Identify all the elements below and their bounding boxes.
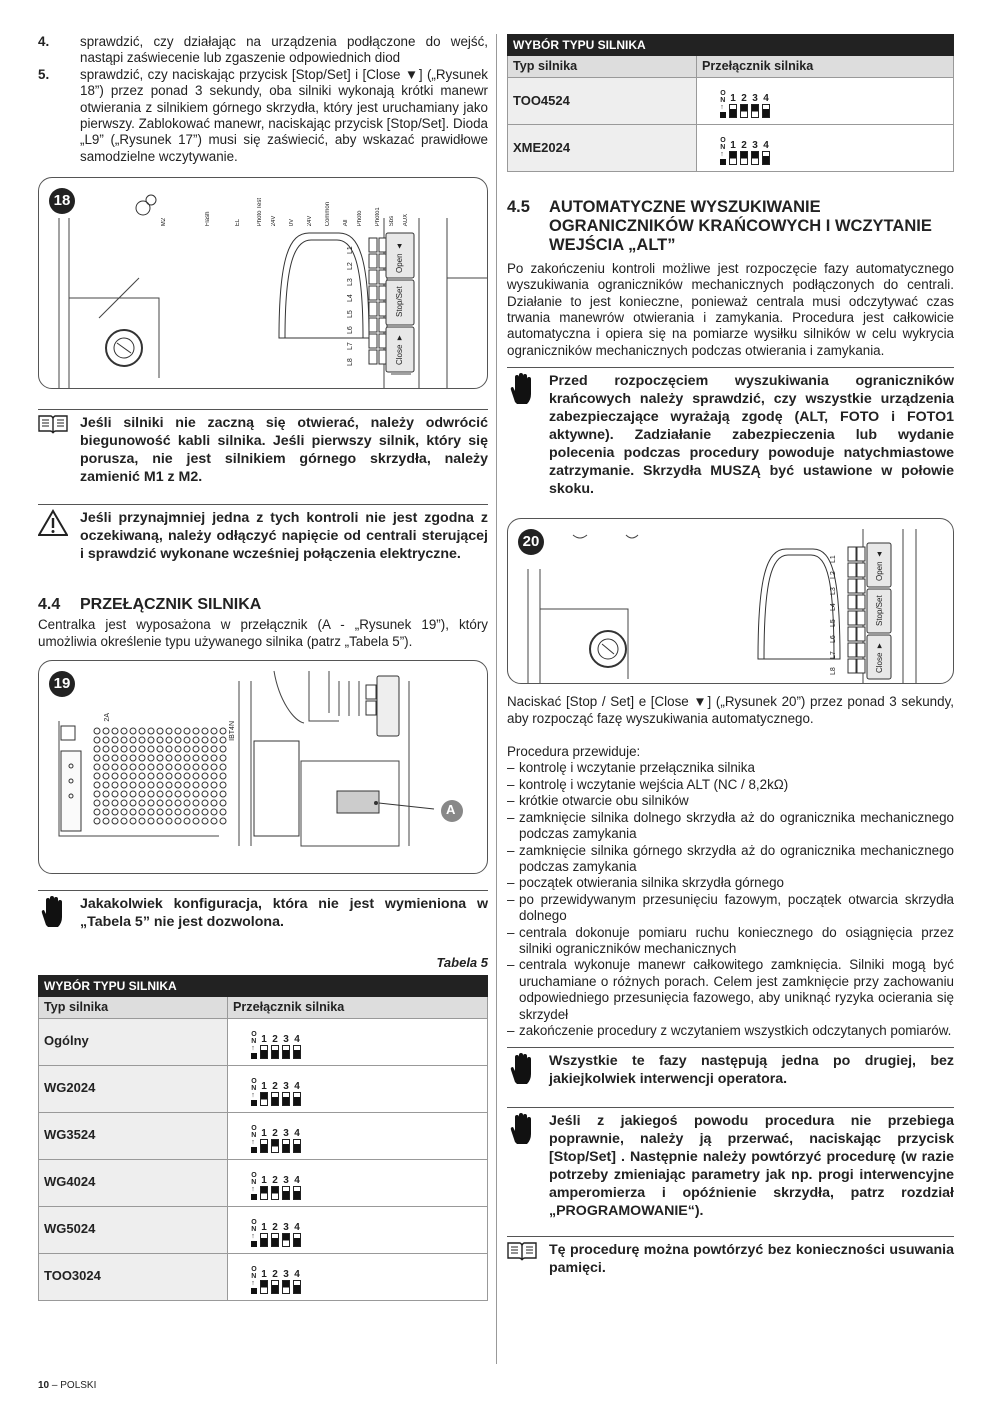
switch-numbers: [260, 1082, 301, 1092]
note-text: Tę procedurę można powtórzyć bez konieczności usuwania pamięci.: [549, 1241, 954, 1276]
list-item: [507, 777, 954, 793]
terminal-label: Common: [325, 202, 331, 227]
switch-numbers: [260, 1129, 301, 1139]
dash-bullet: –: [507, 891, 515, 907]
led-label: L7: [347, 342, 354, 351]
close-button-label: Close ▼: [875, 641, 884, 674]
section-text: Po zakończeniu kontroli możliwe jest rozpoczęcie fazy automatycznego wyszukiwania ograniczników mechanicznych podłączonych do centrali. Działanie to jest konieczne, ponieważ centrala musi odczytywać czas trwania manewrów otwierania i zamykania. Procedura jest całkowicie automatyczna i opiera się na pomiarze wysiłku silników w celu wykrycia ograniczników mechanicznych podczas otwierania i zamykania.: [507, 260, 954, 358]
terminal-label: Flash: [205, 211, 211, 227]
terminal-label: All: [343, 219, 349, 227]
procedure-step: centrala dokonuje pomiaru ruchu koniecznego do osiągnięcia przez silniki ograniczników mechanicznych: [519, 924, 954, 956]
terminal-label: Sbs: [389, 216, 395, 227]
led-label: L6: [830, 635, 837, 644]
on-indicator: [719, 90, 727, 118]
note-text: Jeśli przynajmniej jedna z tych kontroli nie jest zgodna z oczekiwaną, należy odłączyć napięcie od centrali sterującej i sprawdzić wykonane wcześniej połączenia elektryczne.: [80, 510, 488, 563]
led-label: L6: [347, 326, 354, 335]
note-text: Jeśli z jakiegoś powodu procedura nie przebiega poprawnie, należy ją przerwać, naciskając przycisk [Stop/Set] . Następnie należy powtórzyć procedurę (w razie potrzeby zmieniając parametry jak np. progi interwencyjne amperomierza i opóźnienie skrzydła, patrz rozdział „PROGRAMOWANIE“).: [549, 1112, 954, 1219]
table-title: WYBÓR TYPU SILNIKA: [39, 975, 488, 996]
switch-number: 1: [261, 1175, 267, 1187]
section-title: AUTOMATYCZNE WYSZUKIWANIE OGRANICZNIKÓW KRAŃCOWYCH I WCZYTANIE WEJŚCIA „ALT”: [549, 197, 932, 254]
led-label: L8: [830, 667, 837, 676]
dash-bullet: –: [507, 1022, 515, 1038]
switch-number: 2: [741, 93, 747, 105]
table-title-row: [39, 975, 488, 996]
on-label: O N ↑: [251, 1031, 257, 1053]
switch-number: 2: [272, 1222, 278, 1234]
switch-number: 4: [294, 1034, 300, 1046]
switch-boxes: [260, 1186, 301, 1200]
dip-key: [260, 1186, 268, 1200]
dip-switch: [250, 1219, 301, 1247]
step-number: 5.: [38, 66, 50, 82]
close-button-label: Close ▼: [395, 333, 404, 366]
motor-type-cell: WG4024: [39, 1159, 228, 1206]
procedure-step: centrala wykonuje manewr całkowitego zamknięcia. Silniki mogą być uruchamiane o różnych porach. Celem jest zamknięcie przy zachowaniu odpowiedniego przesunięcia fazowego, aby uniknąć ryzyka ocierania się skrzydeł: [519, 957, 954, 1022]
motor-type-cell: WG3524: [39, 1112, 228, 1159]
switch-boxes: [729, 151, 770, 165]
list-item: [507, 957, 954, 1023]
note-text: Jakakolwiek konfiguracja, która nie jest wymieniona w „Tabela 5” nie jest dozwolona.: [80, 896, 488, 931]
switch-numbers: [260, 1176, 301, 1186]
column-divider: [496, 34, 497, 1364]
motor-type-cell: XME2024: [508, 124, 697, 171]
led-label: L7: [830, 651, 837, 660]
dip-key: [271, 1186, 279, 1200]
hand-stop-icon: [38, 895, 80, 933]
on-label: O N ↑: [251, 1266, 257, 1288]
motor-type-cell: WG5024: [39, 1206, 228, 1253]
dip-switch: [250, 1125, 301, 1153]
switch-number: 4: [294, 1128, 300, 1140]
terminal-labels: [159, 198, 411, 226]
open-button-label: Open ▲: [395, 242, 404, 274]
table-row: [39, 1206, 488, 1253]
on-indicator: [250, 1031, 258, 1059]
switch-number: 1: [730, 93, 736, 105]
switch-number: 2: [272, 1034, 278, 1046]
step-text: sprawdzić, czy naciskając przycisk [Stop/Set] i [Close ▼] („Rysunek 18”) przez ponad 3 sekundy, oba silniki wykonają krótki manewr otwierania z silnikiem górnego skrzydła, który jest uruchamiany jako pierwszy. Zablokować manewr, naciskając przycisk [Stop/Set]. Dioda „L9” („Rysunek 17”) musi się zaświecić, aby wskazać prawidłowe samodzielne wczytywanie.: [80, 66, 488, 164]
switch-numbers: [260, 1035, 301, 1045]
switch-number: 2: [741, 140, 747, 152]
switch-keys: [260, 1176, 301, 1200]
label-a: A: [446, 802, 456, 818]
left-column: [38, 34, 488, 1301]
switch-cell: [697, 77, 954, 124]
on-label: O N ↑: [251, 1219, 257, 1241]
dash-bullet: –: [507, 842, 515, 858]
on-label: O N ↑: [251, 1125, 257, 1147]
switch-numbers: [729, 141, 770, 151]
column-header: Przełącznik silnika: [697, 56, 954, 77]
procedure-step: kontrolę i wczytanie przełącznika silnika: [519, 760, 755, 776]
list-item: [38, 34, 488, 67]
terminal-label: Photo: [357, 210, 363, 227]
dip-switch: [250, 1031, 301, 1059]
dip-key: [293, 1139, 301, 1153]
dip-key: [260, 1280, 268, 1294]
on-block: [251, 1100, 257, 1106]
on-indicator: [250, 1078, 258, 1106]
on-label: O N ↑: [720, 90, 726, 112]
note-hand: [507, 1047, 954, 1090]
switch-number: 3: [283, 1034, 289, 1046]
figure-20: [507, 518, 954, 684]
on-block: [251, 1194, 257, 1200]
dip-key: [260, 1092, 268, 1106]
procedure-step: zamknięcie silnika dolnego skrzydła aż do ogranicznika mechanicznego podczas zamykania: [519, 809, 954, 842]
table-row: [39, 1018, 488, 1065]
dip-key: [751, 151, 759, 165]
switch-number: 4: [294, 1081, 300, 1093]
switch-numbers: [260, 1223, 301, 1233]
procedure-step: krótkie otwarcie obu silników: [519, 793, 689, 809]
switch-number: 4: [763, 93, 769, 105]
dip-key: [271, 1280, 279, 1294]
book-icon: [38, 414, 80, 486]
warning-icon: [38, 509, 80, 563]
switch-number: 3: [283, 1269, 289, 1281]
note-hand: [507, 1107, 954, 1220]
dip-key: [260, 1139, 268, 1153]
on-indicator: [250, 1266, 258, 1294]
note-book: [38, 409, 488, 486]
switch-keys: [729, 94, 770, 118]
on-indicator: [250, 1219, 258, 1247]
table-header-row: [508, 56, 954, 77]
on-indicator: [719, 137, 727, 165]
dip-key: [271, 1045, 279, 1059]
dip-key: [762, 151, 770, 165]
switch-numbers: [260, 1270, 301, 1280]
board-drawing-19: [39, 661, 488, 874]
led-label: L2: [347, 262, 354, 271]
stop-set-button-label: Stop/Set: [875, 595, 884, 627]
dip-key: [751, 104, 759, 118]
on-label: O N ↑: [251, 1172, 257, 1194]
list-item: [507, 1023, 954, 1039]
procedure-list: [507, 760, 954, 1039]
dip-key: [740, 151, 748, 165]
motor-type-table-continued: [507, 34, 954, 172]
switch-keys: [260, 1129, 301, 1153]
on-block: [251, 1288, 257, 1294]
list-item: [507, 810, 954, 843]
led-label: L5: [830, 619, 837, 628]
dip-key: [740, 104, 748, 118]
right-column: [507, 34, 954, 1277]
switch-boxes: [729, 104, 770, 118]
note-text: Jeśli silniki nie zaczną się otwierać, należy odwrócić biegunowość kabli silnika. Jeśli pierwszy silnik, który się porusza, nie jest silnikiem górnego skrzydła, należy zamienić M1 z M2.: [80, 415, 488, 486]
switch-number: 1: [261, 1128, 267, 1140]
note-book: [507, 1236, 954, 1277]
motor-type-cell: WG2024: [39, 1065, 228, 1112]
dip-key: [293, 1186, 301, 1200]
dip-key: [282, 1045, 290, 1059]
switch-number: 4: [294, 1269, 300, 1281]
table-header-row: [39, 997, 488, 1018]
section-title: PRZEŁĄCZNIK SILNIKA: [80, 596, 262, 614]
on-block: [251, 1053, 257, 1059]
procedure-step: zamknięcie silnika górnego skrzydła aż do ogranicznika mechanicznego podczas zamykania: [519, 842, 954, 874]
switch-boxes: [260, 1092, 301, 1106]
dip-key: [271, 1139, 279, 1153]
table-title: WYBÓR TYPU SILNIKA: [508, 35, 954, 56]
on-block: [720, 112, 726, 118]
model-label: IBT4N: [229, 721, 236, 741]
column-header: Typ silnika: [508, 56, 697, 77]
dip-key: [282, 1186, 290, 1200]
switch-number: 1: [261, 1222, 267, 1234]
on-label: O N ↑: [251, 1078, 257, 1100]
dip-switch: [719, 137, 770, 165]
list-item: [507, 892, 954, 925]
table-row: [39, 1159, 488, 1206]
dip-key: [729, 151, 737, 165]
dip-switch: [250, 1078, 301, 1106]
list-item: [507, 760, 954, 776]
dip-key: [282, 1139, 290, 1153]
press-instruction: Naciskać [Stop / Set] e [Close ▼] („Rysunek 20”) przez ponad 3 sekundy, aby rozpocząć fazę wyszukiwania automatycznego.: [507, 694, 954, 726]
switch-number: 3: [283, 1175, 289, 1187]
switch-number: 4: [763, 140, 769, 152]
on-indicator: [250, 1125, 258, 1153]
table-row: [39, 1065, 488, 1112]
hand-stop-icon: [507, 1052, 549, 1090]
section-number: 4.4: [38, 596, 61, 614]
table-row: [508, 124, 954, 171]
dip-key: [282, 1233, 290, 1247]
dip-key: [282, 1280, 290, 1294]
switch-number: 3: [283, 1081, 289, 1093]
on-block: [720, 159, 726, 165]
open-button-label: Open ▲: [875, 550, 884, 582]
switch-keys: [260, 1270, 301, 1294]
dip-key: [260, 1045, 268, 1059]
list-item: [38, 67, 488, 165]
led-label: L1: [830, 555, 837, 564]
dash-bullet: –: [507, 957, 515, 973]
table-row: [508, 77, 954, 124]
switch-number: 2: [272, 1128, 278, 1140]
section-text: Centralka jest wyposażona w przełącznik (A - „Rysunek 19”), który umożliwia określenie typu używanego silnika (patrz „Tabela 5”).: [38, 617, 488, 649]
switch-keys: [729, 141, 770, 165]
led-label: L4: [830, 603, 837, 612]
dash-bullet: –: [507, 924, 515, 940]
dip-key: [282, 1092, 290, 1106]
list-item: [507, 843, 954, 876]
table-title-row: [508, 35, 954, 56]
led-labels: [826, 547, 842, 675]
switch-cell: [228, 1065, 488, 1112]
switch-boxes: [260, 1280, 301, 1294]
section-heading-4-5: [507, 198, 954, 255]
stop-set-button-label: Stop/Set: [395, 286, 404, 318]
switch-number: 2: [272, 1175, 278, 1187]
dash-bullet: –: [507, 793, 515, 809]
hand-stop-icon: [507, 372, 549, 498]
switch-keys: [260, 1223, 301, 1247]
procedure-step: zakończenie procedury z wczytaniem wszystkich odczytanych pomiarów.: [519, 1022, 952, 1038]
terminal-label: M2: [161, 218, 167, 227]
on-block: [251, 1241, 257, 1247]
motor-type-table-5: [38, 975, 488, 1301]
dip-key: [271, 1233, 279, 1247]
switch-cell: [228, 1018, 488, 1065]
switch-number: 3: [752, 93, 758, 105]
section-number: 4.5: [507, 197, 530, 216]
procedure-step: kontrolę i wczytanie wejścia ALT (NC / 8,2kΩ): [519, 776, 789, 792]
page-footer: [38, 1378, 96, 1394]
switch-boxes: [260, 1139, 301, 1153]
column-header: Typ silnika: [39, 997, 228, 1018]
terminal-label: AUX: [403, 214, 409, 227]
switch-boxes: [260, 1233, 301, 1247]
switch-number: 4: [294, 1175, 300, 1187]
dip-key: [271, 1092, 279, 1106]
terminal-label: 0V: [289, 219, 295, 227]
on-block: [251, 1147, 257, 1153]
switch-cell: [697, 124, 954, 171]
on-indicator: [250, 1172, 258, 1200]
terminal-label: 24V: [271, 215, 277, 227]
led-label: L3: [347, 278, 354, 287]
list-item: [507, 925, 954, 958]
list-item: [507, 875, 954, 891]
switch-numbers: [729, 94, 770, 104]
dip-key: [293, 1233, 301, 1247]
table-row: [39, 1112, 488, 1159]
switch-number: 1: [261, 1081, 267, 1093]
terminal-label: Photo Test: [257, 198, 263, 227]
led-label: L5: [347, 310, 354, 319]
dip-key: [293, 1045, 301, 1059]
led-labels: [343, 238, 359, 366]
table-row: [39, 1253, 488, 1300]
switch-cell: [228, 1206, 488, 1253]
figure-number: 19: [49, 671, 75, 697]
motor-type-cell: Ogólny: [39, 1018, 228, 1065]
motor-type-cell: TOO3024: [39, 1253, 228, 1300]
switch-number: 1: [261, 1269, 267, 1281]
fuse-label: 2A: [104, 713, 111, 722]
table-caption: Tabela 5: [436, 955, 488, 971]
steps-list: [38, 34, 488, 165]
page-number: 10: [38, 1380, 50, 1391]
led-label: L4: [347, 294, 354, 303]
step-text: sprawdzić, czy działając na urządzenia podłączone do wejść, nastąpi zaświecenie lub zgaszenie odpowiednich diod: [80, 34, 488, 66]
figure-number: 20: [518, 529, 544, 555]
list-item: [507, 793, 954, 809]
switch-cell: [228, 1112, 488, 1159]
hand-stop-icon: [507, 1112, 549, 1220]
dip-key: [762, 104, 770, 118]
dash-bullet: –: [507, 875, 515, 891]
led-label: L8: [347, 358, 354, 367]
footer-language: – POLSKI: [51, 1380, 97, 1391]
switch-number: 3: [283, 1222, 289, 1234]
dip-key: [729, 104, 737, 118]
note-hand: [507, 367, 954, 498]
dip-switch: [250, 1266, 301, 1294]
note-warning: [38, 504, 488, 563]
terminal-label: Photo1: [375, 207, 381, 227]
on-label: O N ↑: [720, 137, 726, 159]
dip-switch: [250, 1172, 301, 1200]
switch-number: 1: [261, 1034, 267, 1046]
dip-key: [293, 1092, 301, 1106]
step-number: 4.: [38, 34, 50, 49]
terminal-label: EL: [235, 219, 241, 227]
dip-key: [260, 1233, 268, 1247]
switch-keys: [260, 1082, 301, 1106]
dash-bullet: –: [507, 760, 515, 776]
motor-type-cell: TOO4524: [508, 77, 697, 124]
switch-keys: [260, 1035, 301, 1059]
book-icon: [507, 1241, 549, 1277]
procedure-intro: Procedura przewiduje:: [507, 744, 641, 760]
procedure-step: po przewidywanym przesunięciu fazowym, początek otwarcia skrzydła dolnego: [519, 891, 954, 924]
dash-bullet: –: [507, 776, 515, 792]
note-text: Przed rozpoczęciem wyszukiwania ograniczników krańcowych należy sprawdzić, czy wszystkie urządzenia zabezpieczające wyrażają zgodę (ALT, FOTO i FOTO1 aktywne). Zadziałanie zabezpieczenia lub wydanie polecenia podczas procedury powoduje natychmiastowe zatrzymanie. Skrzydła MUSZĄ być ustawione w połowie skoku.: [549, 373, 954, 498]
switch-number: 2: [272, 1081, 278, 1093]
led-label: L1: [347, 246, 354, 255]
switch-number: 4: [294, 1222, 300, 1234]
switch-number: 1: [730, 140, 736, 152]
column-header: Przełącznik silnika: [228, 997, 488, 1018]
switch-boxes: [260, 1045, 301, 1059]
led-label: L3: [830, 587, 837, 596]
switch-cell: [228, 1253, 488, 1300]
led-label: L2: [830, 571, 837, 580]
figure-19: [38, 660, 488, 874]
dip-switch: [719, 90, 770, 118]
switch-cell: [228, 1159, 488, 1206]
switch-number: 3: [283, 1128, 289, 1140]
dip-key: [293, 1280, 301, 1294]
terminal-label: 24V: [307, 215, 313, 227]
dash-bullet: –: [507, 809, 515, 825]
switch-number: 2: [272, 1269, 278, 1281]
figure-18: [38, 177, 488, 389]
section-heading-4-4: [38, 595, 488, 614]
switch-number: 3: [752, 140, 758, 152]
figure-number: 18: [49, 188, 75, 214]
procedure-step: początek otwierania silnika skrzydła górnego: [519, 875, 784, 891]
note-text: Wszystkie te fazy następują jedna po drugiej, bez jakiejkolwiek interwencji operatora.: [549, 1053, 954, 1088]
note-hand: [38, 890, 488, 933]
